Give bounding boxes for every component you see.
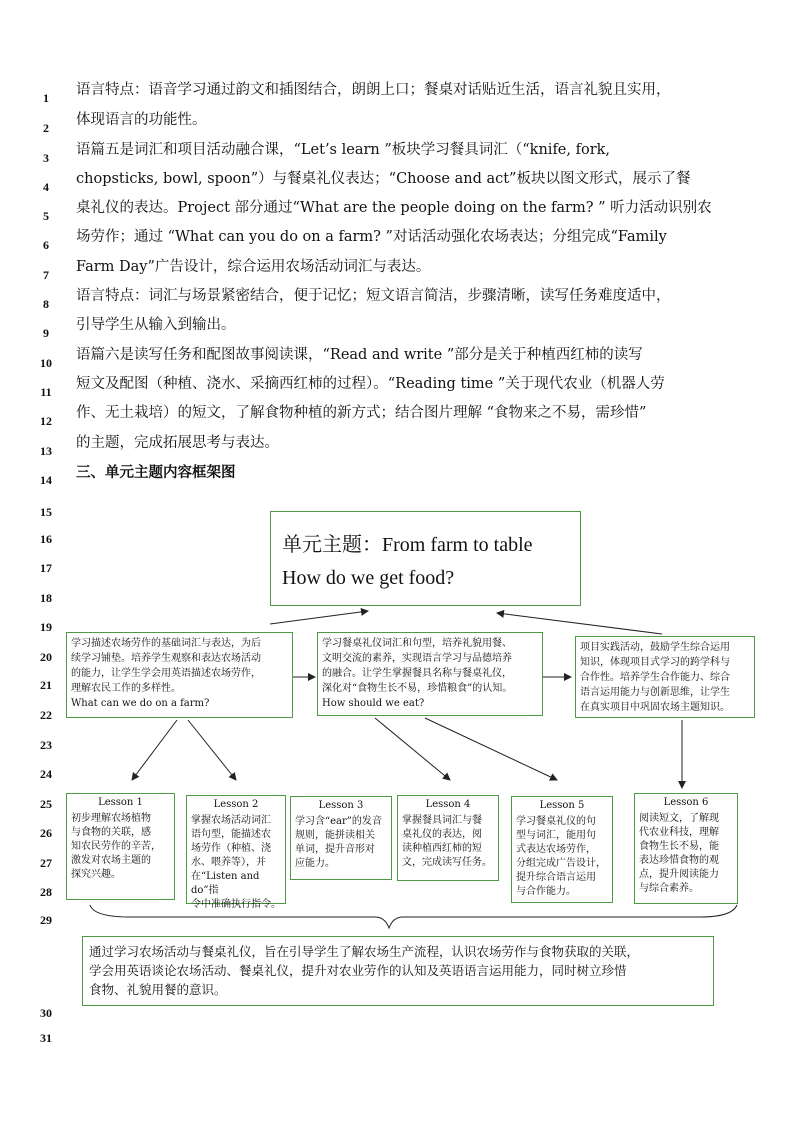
unit-summary-text: 通过学习农场活动与餐桌礼仪，旨在引导学生了解农场生产流程，认识农场劳作与食物获取的关联， 学会用英语谈论农场活动、餐桌礼仪，提升对农业劳作的认知及英语语言运用能力，同时树立珍惜 食物、礼貌用餐的意识。 [89, 944, 640, 997]
lesson-3-box [290, 796, 392, 880]
farm-activities-text: 学习描述农场劳作的基础词汇与表达，为后 续学习铺垫。培养学生观察和表达农场活动 的能力，让学生学会用英语描述农场劳作， 理解农民工作的多样性。 What can we do on a farm? [71, 638, 261, 709]
line-number: 25 [40, 797, 52, 811]
text-line: 引导学生从输入到输出。 [76, 317, 236, 333]
lesson-2-text: 掌握农场活动词汇 语句型，能描述农 场劳作（种植、浇 水、喂养等），并 在“Listen and do”指 令中准确执行指令。 [191, 815, 281, 910]
arrow-to-lesson2 [188, 720, 236, 780]
line-number: 1 [43, 91, 49, 105]
line-number: 12 [40, 414, 52, 428]
lesson-2-title: Lesson 2 [213, 799, 259, 810]
lesson-5-title: Lesson 5 [539, 800, 585, 811]
line-number: 4 [43, 180, 49, 194]
line-number: 6 [43, 238, 49, 252]
lesson-3-title: Lesson 3 [318, 800, 364, 811]
lesson-3-text: 学习含“ear”的发音 规则，能拼读相关 单词，提升音形对 应能力。 [295, 816, 382, 869]
text-line: 作、无土栽培）的短文，了解食物种植的新方式；结合图片理解 “食物来之不易，需珍惜” [76, 405, 647, 421]
lesson-1-box [66, 793, 175, 900]
line-number: 3 [43, 151, 49, 165]
lesson-1-text: 初步理解农场植物 与食物的关联，感 知农民劳作的辛苦， 激发对农场主题的 探究兴趣。 [71, 813, 161, 880]
line-number: 9 [43, 326, 49, 340]
lesson-5-text: 学习餐桌礼仪的句 型与词汇，能用句 式表达农场劳作， 分组完成广告设计， 提升综合语言运用 与合作能力。 [516, 816, 606, 897]
lesson-6-text: 阅读短文，了解现 代农业科技，理解 食物生长不易，能 表达珍惜食物的观 点，提升阅读能力 与综合素养。 [639, 813, 719, 894]
arrow-left-to-topic [270, 611, 368, 624]
project-practice-text: 项目实践活动，鼓励学生综合运用 知识，体现项目式学习的跨学科与 合作性。培养学生合作能力、综合 语言运用能力与创新思维，让学生 在真实项目中巩固农场主题知识。 [580, 642, 730, 713]
line-number: 18 [40, 591, 52, 605]
line-number: 26 [40, 826, 52, 840]
line-number: 28 [40, 885, 52, 899]
line-number: 27 [40, 856, 52, 870]
lesson-1-title: Lesson 1 [98, 797, 143, 808]
text-line: chopsticks, bowl, spoon”）与餐桌礼仪表达；“Choose and act”板块以图文形式，展示了餐 [76, 171, 691, 187]
text-line: Farm Day”广告设计，综合运用农场活动词汇与表达。 [76, 259, 431, 275]
project-practice-box [575, 636, 755, 718]
line-number: 17 [40, 561, 52, 575]
table-manners-box [317, 632, 543, 716]
line-number: 15 [40, 505, 52, 519]
text-line: 场劳作；通过 “What can you do on a farm? ”对话活动强化农场表达；分组完成“Family [76, 229, 667, 245]
line-number: 13 [40, 444, 52, 458]
lesson-5-box [511, 796, 613, 903]
arrow-to-lesson4 [375, 718, 450, 780]
line-number: 23 [40, 738, 52, 752]
arrow-to-lesson5 [425, 718, 557, 780]
text-line: 语言特点：词汇与场景紧密结合，便于记忆；短文语言简洁，步骤清晰，读写任务难度适中， [76, 288, 671, 304]
lesson-4-title: Lesson 4 [425, 799, 471, 810]
line-number: 5 [43, 209, 49, 223]
text-line: 体现语言的功能性。 [76, 112, 207, 128]
text-line: 语篇六是读写任务和配图故事阅读课，“Read and write ”部分是关于种植西红柿的读写 [76, 347, 643, 363]
line-number: 14 [40, 473, 52, 487]
line-number: 7 [43, 268, 49, 282]
table-manners-text: 学习餐桌礼仪词汇和句型，培养礼貌用餐、 文明交流的素养，实现语言学习与品德培养 的融合。让学生掌握餐具名称与餐桌礼仪， 深化对“食物生长不易，珍惜粮食”的认知。 How should we eat? [322, 638, 513, 709]
unit-topic-box [270, 511, 581, 606]
farm-activities-box [66, 632, 293, 718]
line-number: 29 [40, 913, 52, 927]
lesson-6-box [634, 793, 738, 904]
line-number: 24 [40, 767, 52, 781]
line-number: 2 [43, 121, 49, 135]
line-number: 22 [40, 708, 52, 722]
text-line: 短文及配图（种植、浇水、采摘西红柿的过程）。“Reading time ”关于现代农业（机器人劳 [76, 376, 665, 392]
text-line: 语篇五是词汇和项目活动融合课，“Let’s learn ”板块学习餐具词汇（“knife, fork, [76, 142, 611, 158]
arrow-to-lesson1 [132, 720, 177, 780]
lesson-2-box [186, 795, 286, 910]
line-number: 30 [40, 1006, 52, 1020]
line-number: 16 [40, 532, 52, 546]
text-line: 桌礼仪的表达。Project 部分通过“What are the people doing on the farm? ” 听力活动识别农 [76, 200, 712, 216]
line-number: 8 [43, 297, 49, 311]
lesson-4-text: 掌握餐具词汇与餐 桌礼仪的表达，阅 读种植西红柿的短 文，完成读写任务。 [402, 815, 492, 868]
unit-topic-question: How do we get food? [282, 567, 455, 589]
text-line: 语言特点：语音学习通过韵文和插图结合，朗朗上口；餐桌对话贴近生活，语言礼貌且实用， [76, 82, 671, 98]
arrow-right-to-topic [497, 613, 662, 634]
text-line: 的主题，完成拓展思考与表达。 [76, 435, 279, 451]
line-number: 11 [40, 385, 52, 399]
section-heading: 三、单元主题内容框架图 [76, 464, 236, 481]
line-number: 21 [40, 678, 52, 692]
lesson-4-box [397, 795, 499, 881]
line-number: 31 [40, 1031, 52, 1045]
lesson-6-title: Lesson 6 [663, 797, 709, 808]
unit-summary-box [82, 936, 714, 1006]
line-number: 20 [40, 650, 52, 664]
summary-brace [90, 905, 737, 928]
line-number: 10 [40, 356, 52, 370]
unit-topic-title: 单元主题：From farm to table [282, 534, 533, 556]
line-number: 19 [40, 620, 52, 634]
